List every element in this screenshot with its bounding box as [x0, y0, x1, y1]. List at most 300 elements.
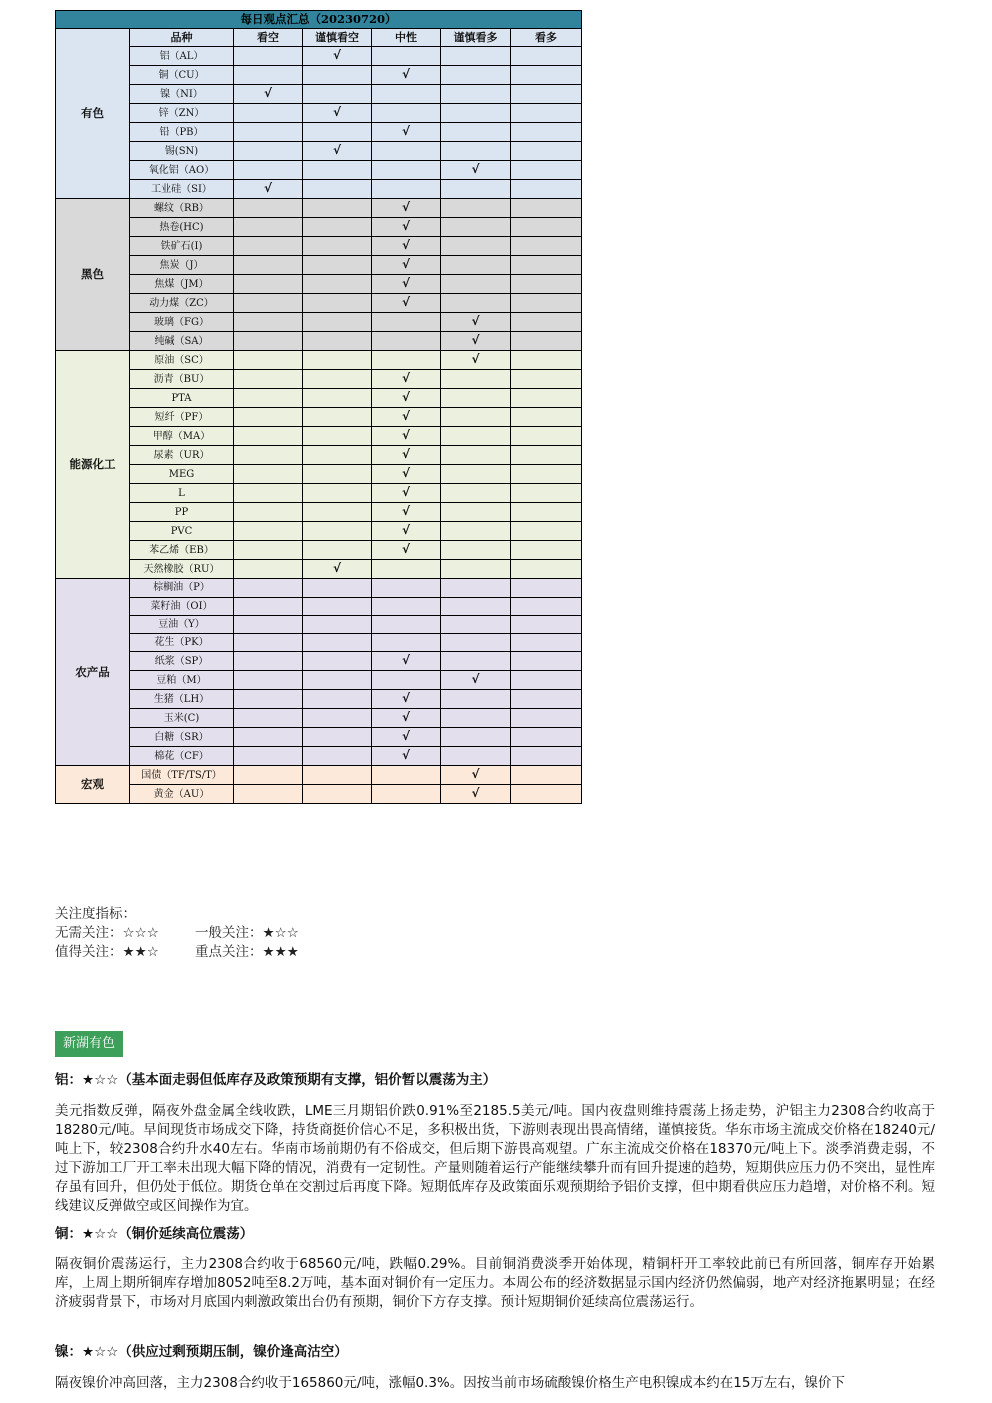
- table-title: 每日观点汇总（20230720）: [56, 11, 582, 29]
- view-cell: [441, 218, 511, 237]
- view-cell: [303, 237, 372, 256]
- view-cell: [441, 446, 511, 465]
- table-row: [56, 766, 582, 785]
- commodity-name: 豆粕（M）: [130, 671, 234, 690]
- legend-row: [55, 924, 299, 943]
- commodity-name: 天然橡胶（RU）: [130, 560, 234, 579]
- view-cell: [372, 313, 441, 332]
- check-mark-icon: √: [401, 466, 410, 481]
- view-cell: [303, 728, 372, 747]
- view-cell: [372, 104, 441, 123]
- table-row: [56, 389, 582, 408]
- check-mark-icon: √: [401, 485, 410, 500]
- view-cell: [511, 161, 582, 180]
- table-row: [56, 313, 582, 332]
- legend-item: 值得关注：★★☆: [55, 944, 159, 960]
- commodity-name: 纯碱（SA）: [130, 332, 234, 351]
- table-row: [56, 690, 582, 709]
- check-mark-icon: √: [401, 371, 410, 386]
- view-cell: [234, 47, 303, 66]
- view-cell: [303, 484, 372, 503]
- view-cell: [441, 351, 511, 370]
- check-mark-icon: √: [401, 523, 410, 538]
- view-cell: [303, 47, 372, 66]
- view-cell: [303, 579, 372, 597]
- column-header: 中性: [372, 29, 441, 47]
- view-cell: [372, 47, 441, 66]
- check-mark-icon: √: [332, 561, 341, 576]
- view-cell: [441, 123, 511, 142]
- view-cell: [234, 332, 303, 351]
- view-cell: [303, 161, 372, 180]
- view-cell: [511, 332, 582, 351]
- commodity-name: 尿素（UR）: [130, 446, 234, 465]
- table-row: [56, 634, 582, 652]
- view-cell: [234, 747, 303, 766]
- table-row: [56, 85, 582, 104]
- check-mark-icon: √: [401, 238, 410, 253]
- view-cell: [372, 161, 441, 180]
- commodity-name: 铝（AL）: [130, 47, 234, 66]
- view-cell: [511, 123, 582, 142]
- view-cell: [234, 275, 303, 294]
- view-cell: [372, 446, 441, 465]
- view-cell: [234, 690, 303, 709]
- column-header: 看多: [511, 29, 582, 47]
- aluminum-title: 铝：★☆☆（基本面走弱但低库存及政策预期有支撑，铝价暂以震荡为主）: [55, 1072, 497, 1088]
- commodity-name: MEG: [130, 465, 234, 484]
- view-cell: [234, 597, 303, 615]
- table-row: [56, 747, 582, 766]
- table-row: [56, 294, 582, 313]
- view-cell: [372, 560, 441, 579]
- table-row: [56, 161, 582, 180]
- commodity-name: 玉米(C): [130, 709, 234, 728]
- legend-item: 无需关注：☆☆☆: [55, 925, 159, 941]
- view-cell: [303, 256, 372, 275]
- check-mark-icon: √: [401, 653, 410, 668]
- commodity-name: 豆油（Y）: [130, 615, 234, 633]
- table-row: [56, 332, 582, 351]
- view-cell: [234, 671, 303, 690]
- view-cell: [511, 597, 582, 615]
- commodity-name: 棉花（CF）: [130, 747, 234, 766]
- view-cell: [234, 351, 303, 370]
- view-cell: [372, 66, 441, 85]
- view-cell: [372, 370, 441, 389]
- view-cell: [372, 237, 441, 256]
- group-label: 农产品: [56, 579, 130, 766]
- view-cell: [303, 709, 372, 728]
- view-cell: [234, 728, 303, 747]
- view-cell: [441, 408, 511, 427]
- view-cell: [234, 503, 303, 522]
- view-cell: [441, 199, 511, 218]
- view-cell: [234, 522, 303, 541]
- view-cell: [441, 66, 511, 85]
- commodity-name: 工业硅（SI）: [130, 180, 234, 199]
- view-cell: [303, 351, 372, 370]
- commodity-name: 菜籽油（OI）: [130, 597, 234, 615]
- view-cell: [372, 427, 441, 446]
- check-mark-icon: √: [401, 257, 410, 272]
- legend-row: [55, 943, 299, 962]
- view-cell: [234, 652, 303, 671]
- commodity-name: 生猪（LH）: [130, 690, 234, 709]
- commodity-name: 铜（CU）: [130, 66, 234, 85]
- commodity-name: 沥青（BU）: [130, 370, 234, 389]
- table-row: [56, 560, 582, 579]
- view-cell: [234, 161, 303, 180]
- view-cell: [303, 370, 372, 389]
- view-cell: [234, 256, 303, 275]
- view-cell: [441, 615, 511, 633]
- view-cell: [511, 199, 582, 218]
- view-cell: [234, 541, 303, 560]
- view-cell: [511, 671, 582, 690]
- view-cell: [511, 747, 582, 766]
- view-cell: [511, 389, 582, 408]
- view-cell: [372, 597, 441, 615]
- check-mark-icon: √: [401, 124, 410, 139]
- view-cell: [234, 427, 303, 446]
- view-cell: [234, 634, 303, 652]
- section-badge: 新湖有色: [55, 1031, 123, 1057]
- view-cell: [303, 634, 372, 652]
- check-mark-icon: √: [332, 48, 341, 63]
- view-cell: [372, 180, 441, 199]
- view-cell: [234, 785, 303, 804]
- view-cell: [234, 85, 303, 104]
- view-cell: [372, 199, 441, 218]
- view-cell: [511, 615, 582, 633]
- view-cell: [441, 766, 511, 785]
- view-cell: [372, 218, 441, 237]
- column-header: 谨慎看多: [441, 29, 511, 47]
- view-cell: [303, 747, 372, 766]
- view-cell: [441, 709, 511, 728]
- view-cell: [511, 142, 582, 161]
- view-cell: [511, 275, 582, 294]
- commodity-name: 热卷(HC): [130, 218, 234, 237]
- view-cell: [372, 294, 441, 313]
- table-row: [56, 785, 582, 804]
- view-cell: [303, 597, 372, 615]
- group-label: 宏观: [56, 766, 130, 804]
- view-cell: [441, 332, 511, 351]
- view-cell: [372, 85, 441, 104]
- commodity-name: 纸浆（SP）: [130, 652, 234, 671]
- check-mark-icon: √: [401, 276, 410, 291]
- group-label: 能源化工: [56, 351, 130, 579]
- view-cell: [234, 579, 303, 597]
- check-mark-icon: √: [471, 672, 480, 687]
- commodity-name: 白糖（SR）: [130, 728, 234, 747]
- view-cell: [234, 142, 303, 161]
- commodity-name: 棕榈油（P）: [130, 579, 234, 597]
- view-cell: [303, 503, 372, 522]
- view-cell: [441, 180, 511, 199]
- commodity-name: 焦煤（JM）: [130, 275, 234, 294]
- check-mark-icon: √: [471, 333, 480, 348]
- nickel-body: 隔夜镍价冲高回落，主力2308合约收于165860元/吨，涨幅0.3%。因按当前市场硫酸镍价格生产电积镍成本约在15万左右，镍价下: [55, 1375, 845, 1391]
- table-row: [56, 199, 582, 218]
- commodity-name: 原油（SC）: [130, 351, 234, 370]
- view-cell: [303, 66, 372, 85]
- view-cell: [234, 389, 303, 408]
- aluminum-body: 美元指数反弹，隔夜外盘金属全线收跌，LME三月期铝价跌0.91%至2185.5美元/吨。国内夜盘则维持震荡上扬走势，沪铝主力2308合约收高于18280元/吨。早间现货市场成交下降，持货商挺价信心不足，多积极出货，下游则表现出畏高情绪，谨慎接货。华东市场主流成交价格在18240元/吨上下，较2308合约升水40左右。华南市场前期仍有不俗成交，但后期下游畏高观望。广东主流成交价格在18370元/吨上下。淡季消费走弱，不过下游加工厂开工率未出现大幅下降的情况，消费有一定韧性。产量则随着运行产能继续攀升而有回升提速的趋势，短期供应压力仍不突出，显性库存虽有回升，但仍处于低位。期货仓单在交割过后再度下降。短期低库存及政策面乐观预期给予铝价支撑，但中期看供应压力趋增，对价格不利。短线建议反弹做空或区间操作为宜。: [55, 1103, 935, 1214]
- table-row: [56, 522, 582, 541]
- table-row: [56, 709, 582, 728]
- view-cell: [511, 237, 582, 256]
- view-cell: [441, 652, 511, 671]
- view-cell: [234, 560, 303, 579]
- view-cell: [303, 218, 372, 237]
- commodity-name: 动力煤（ZC）: [130, 294, 234, 313]
- check-mark-icon: √: [471, 767, 480, 782]
- view-cell: [234, 615, 303, 633]
- view-cell: [511, 503, 582, 522]
- nickel-title: 镍：★☆☆（供应过剩预期压制，镍价逢高沽空）: [55, 1344, 348, 1360]
- view-cell: [441, 389, 511, 408]
- table-header-row: [56, 29, 582, 47]
- view-cell: [511, 634, 582, 652]
- view-cell: [303, 313, 372, 332]
- view-cell: [511, 728, 582, 747]
- view-cell: [372, 709, 441, 728]
- check-mark-icon: √: [401, 409, 410, 424]
- group-label: 有色: [56, 29, 130, 199]
- table-row: [56, 503, 582, 522]
- view-cell: [372, 484, 441, 503]
- check-mark-icon: √: [401, 748, 410, 763]
- view-cell: [303, 85, 372, 104]
- check-mark-icon: √: [401, 447, 410, 462]
- check-mark-icon: √: [471, 352, 480, 367]
- view-cell: [303, 142, 372, 161]
- view-cell: [511, 66, 582, 85]
- view-cell: [303, 541, 372, 560]
- commodity-name: 焦炭（J）: [130, 256, 234, 275]
- view-cell: [441, 142, 511, 161]
- check-mark-icon: √: [263, 181, 272, 196]
- table-row: [56, 47, 582, 66]
- view-cell: [441, 465, 511, 484]
- commodity-name: L: [130, 484, 234, 503]
- view-cell: [372, 671, 441, 690]
- commodity-name: 氧化铝（AO）: [130, 161, 234, 180]
- view-cell: [441, 104, 511, 123]
- view-cell: [511, 104, 582, 123]
- commodity-name: 镍（NI）: [130, 85, 234, 104]
- view-cell: [234, 313, 303, 332]
- view-cell: [303, 671, 372, 690]
- commodity-name: 苯乙烯（EB）: [130, 541, 234, 560]
- view-cell: [234, 484, 303, 503]
- view-cell: [303, 465, 372, 484]
- table-row: [56, 123, 582, 142]
- view-cell: [441, 597, 511, 615]
- view-cell: [511, 541, 582, 560]
- view-cell: [234, 180, 303, 199]
- view-cell: [372, 634, 441, 652]
- commodity-name: 玻璃（FG）: [130, 313, 234, 332]
- view-cell: [511, 446, 582, 465]
- view-cell: [303, 522, 372, 541]
- view-cell: [441, 634, 511, 652]
- daily-view-summary-table: [55, 10, 582, 804]
- check-mark-icon: √: [401, 295, 410, 310]
- attention-legend: [55, 905, 299, 962]
- view-cell: [303, 294, 372, 313]
- table-row: [56, 671, 582, 690]
- table-row: [56, 728, 582, 747]
- view-cell: [372, 389, 441, 408]
- view-cell: [303, 427, 372, 446]
- commodity-name: 螺纹（RB）: [130, 199, 234, 218]
- view-cell: [234, 66, 303, 85]
- view-cell: [372, 728, 441, 747]
- view-cell: [511, 690, 582, 709]
- table-row: [56, 218, 582, 237]
- check-mark-icon: √: [332, 143, 341, 158]
- commodity-name: 国债（TF/TS/T）: [130, 766, 234, 785]
- check-mark-icon: √: [401, 542, 410, 557]
- table-row: [56, 351, 582, 370]
- copper-title: 铜：★☆☆（铜价延续高位震荡）: [55, 1226, 254, 1242]
- view-cell: [372, 785, 441, 804]
- view-cell: [511, 408, 582, 427]
- view-cell: [234, 104, 303, 123]
- commodity-name: 铁矿石(I): [130, 237, 234, 256]
- table-row: [56, 652, 582, 671]
- legend-heading: 关注度指标：: [55, 906, 136, 922]
- commodity-name: PTA: [130, 389, 234, 408]
- table-row: [56, 275, 582, 294]
- table-row: [56, 446, 582, 465]
- view-cell: [511, 294, 582, 313]
- view-cell: [372, 579, 441, 597]
- commodity-name: 甲醇（MA）: [130, 427, 234, 446]
- view-cell: [441, 671, 511, 690]
- view-cell: [372, 652, 441, 671]
- view-cell: [303, 766, 372, 785]
- view-cell: [441, 237, 511, 256]
- check-mark-icon: √: [263, 86, 272, 101]
- view-cell: [303, 560, 372, 579]
- commodity-name: 锌（ZN）: [130, 104, 234, 123]
- commodity-name: 黄金（AU）: [130, 785, 234, 804]
- table-row: [56, 615, 582, 633]
- view-cell: [372, 351, 441, 370]
- view-cell: [303, 652, 372, 671]
- table-row: [56, 484, 582, 503]
- view-cell: [372, 142, 441, 161]
- view-cell: [511, 766, 582, 785]
- view-cell: [441, 484, 511, 503]
- view-cell: [511, 180, 582, 199]
- view-cell: [441, 47, 511, 66]
- view-cell: [441, 579, 511, 597]
- view-cell: [511, 427, 582, 446]
- view-cell: [303, 389, 372, 408]
- table-row: [56, 427, 582, 446]
- commodity-name: 铅（PB）: [130, 123, 234, 142]
- table-row: [56, 180, 582, 199]
- view-cell: [441, 747, 511, 766]
- table-row: [56, 579, 582, 597]
- view-cell: [511, 85, 582, 104]
- copper-body: 隔夜铜价震荡运行，主力2308合约收于68560元/吨，跌幅0.29%。目前铜消费淡季开始体现，精铜杆开工率较此前已有所回落，铜库存开始累库，上周上期所铜库存增加8052吨至8.2万吨，基本面对铜价有一定压力。本周公布的经济数据显示国内经济仍然偏弱，地产对经济拖累明显；在经济疲弱背景下，市场对月底国内刺激政策出台仍有预期，铜价下方存支撑。预计短期铜价延续高位震荡运行。: [55, 1256, 935, 1310]
- view-cell: [372, 541, 441, 560]
- view-cell: [234, 370, 303, 389]
- check-mark-icon: √: [471, 162, 480, 177]
- commodity-name: 花生（PK）: [130, 634, 234, 652]
- view-cell: [372, 332, 441, 351]
- view-cell: [303, 199, 372, 218]
- commodity-name: 锡(SN): [130, 142, 234, 161]
- check-mark-icon: √: [401, 710, 410, 725]
- legend-item: 重点关注：★★★: [195, 944, 299, 960]
- commodity-name: PP: [130, 503, 234, 522]
- table-row: [56, 408, 582, 427]
- view-cell: [303, 408, 372, 427]
- view-cell: [511, 313, 582, 332]
- view-cell: [234, 123, 303, 142]
- check-mark-icon: √: [401, 504, 410, 519]
- view-cell: [441, 161, 511, 180]
- table-row: [56, 541, 582, 560]
- check-mark-icon: √: [401, 729, 410, 744]
- column-header: 看空: [234, 29, 303, 47]
- check-mark-icon: √: [401, 428, 410, 443]
- check-mark-icon: √: [471, 314, 480, 329]
- view-cell: [234, 446, 303, 465]
- view-cell: [441, 728, 511, 747]
- view-cell: [303, 446, 372, 465]
- view-cell: [234, 294, 303, 313]
- view-cell: [372, 256, 441, 275]
- view-cell: [372, 408, 441, 427]
- view-cell: [511, 652, 582, 671]
- view-cell: [441, 522, 511, 541]
- column-header: 谨慎看空: [303, 29, 372, 47]
- view-cell: [511, 465, 582, 484]
- view-cell: [511, 256, 582, 275]
- view-cell: [372, 522, 441, 541]
- view-cell: [441, 294, 511, 313]
- view-cell: [441, 256, 511, 275]
- view-cell: [441, 690, 511, 709]
- view-cell: [303, 615, 372, 633]
- table-row: [56, 142, 582, 161]
- group-label: 黑色: [56, 199, 130, 351]
- view-cell: [303, 180, 372, 199]
- table-row: [56, 66, 582, 85]
- view-cell: [511, 560, 582, 579]
- view-cell: [303, 123, 372, 142]
- view-cell: [441, 427, 511, 446]
- view-cell: [511, 47, 582, 66]
- view-cell: [511, 709, 582, 728]
- table-row: [56, 104, 582, 123]
- check-mark-icon: √: [401, 67, 410, 82]
- view-cell: [441, 275, 511, 294]
- check-mark-icon: √: [401, 691, 410, 706]
- view-cell: [234, 709, 303, 728]
- view-cell: [234, 465, 303, 484]
- view-cell: [303, 690, 372, 709]
